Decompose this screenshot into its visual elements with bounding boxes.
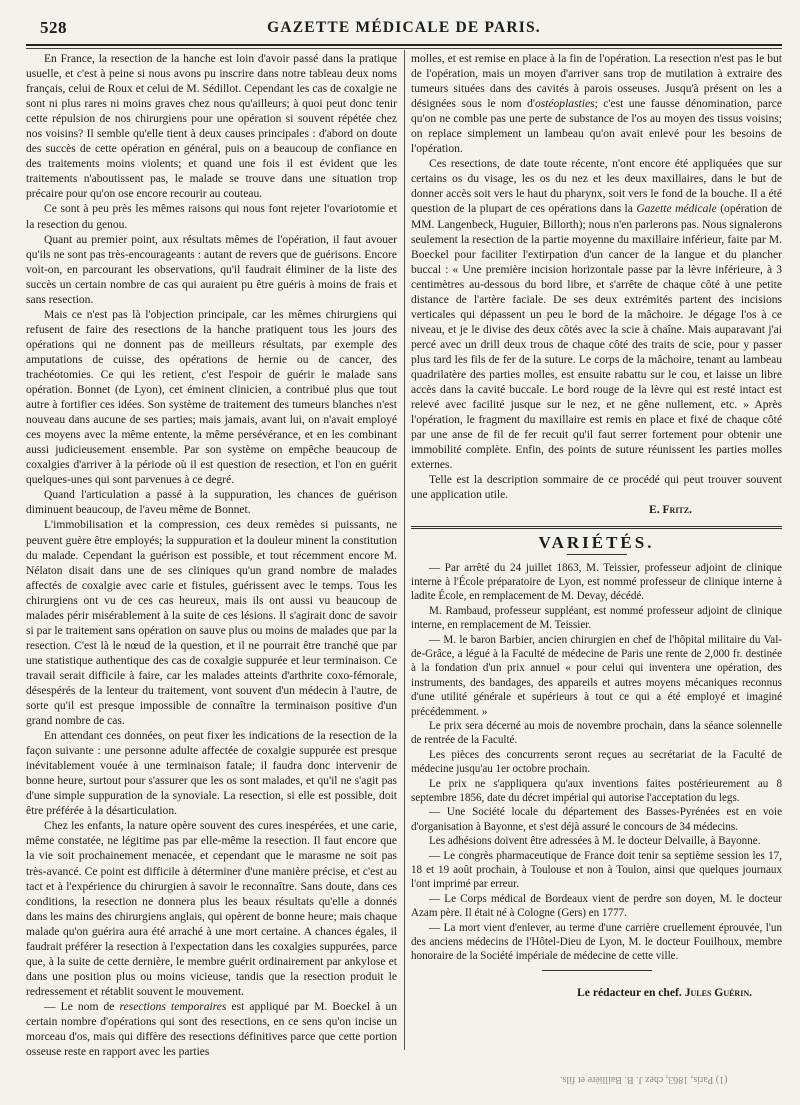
editor-label: Le rédacteur en chef.: [577, 985, 682, 999]
news-item: — Le Corps médical de Bordeaux vient de perdre son doyen, M. le docteur Azam père. Il était né à Cologne (Gers) en 1777.: [411, 892, 782, 920]
paragraph: L'immobilisation et la compression, ces deux remèdes si puissants, ne peuvent guère être employés; la suppuration et la douleur minent la constitution du malade. Cependant la guérison est possible, et tout récemment encore M. Nélaton disait dans une de ses cliniques qu'un grand nombre de malades affectés de coxalgie avec carie et fistules, guérissent avec le temps. Tous les chirurgiens ont vu de ces cas heureux, mais ils ont aussi vu beaucoup de malades périr misérablement à la suite de ces lésions. Il s'agirait donc de savoir si par le traitement sans opération on sauve plus ou moins de malades que par la resection. C'est là le nœud de la question, et il ne pourrait être tranché que par une statistique authentique des cas de coxalgie suppurée et leur terminaison. Ce travail serait difficile à faire, car les malades atteints d'arthrite coxo-fémorale, désespérés de la lenteur du traitement, vont souvent d'un médecin à l'autre, de sorte qu'il est presque impossible de connaître la terminaison positive d'un grand nombre de cas.: [26, 519, 397, 728]
text-run: (opération de MM. Langenbeck, Huguier, Billorth); nous n'en parlerons pas. Nous signalerons seulement la resection de la partie moyenne du maxillaire inférieur, faite par M. Boeckel pour faciliter l'extirpation d'un cancer de la langue et du plancher buccal : « Une première incision horizontale passe par la lèvre inférieure, à 3 centimètres au-dessous du bord libre, et s'arrête de chaque côté à une petite distance de l'artère faciale. De ses deux extrémités partent des incisions verticales qui dépassent un peu le bord de la mâchoire. Je dégage l'os à ce niveau, et je le divise des deux côtés avec la scie à chaîne. Mais auparavant j'ai percé avec un drill deux trous de chaque côté des traits de scie, pour y passer plus tard les fils de fer de la suture. Le corps de la mâchoire, tenant au lambeau quadrilatère des parties molles, est ensuite rabattu sur le cou, et laisse un libre accès dans la cavité buccale. Le bord rouge de la lèvre qui est resté intact est relevé avec facilité jusque sur le nez, et ne gêne nullement, etc. » Après l'opération, le fragment du maxillaire est remis en place et fixé de chaque côté par une anse de fil de fer recuit qu'il faut serrer fortement pour obtenir une immobilité complète. Enfin, des points de suture réunissent les parties molles externes.: [411, 203, 782, 472]
paragraph: En attendant ces données, on peut fixer les indications de la resection de la façon suivante : une personne adulte affectée de coxalgie suppurée est presque inévitablement vouée à une terminaison fatale; il faudra donc intervenir de bonne heure, surtout pour s'assurer que les os sont malades, et qu'il ne s'agit pas d'une simple suppuration de la synoviale. La resection, si elle est possible, doit être préférée à la désarticulation.: [26, 730, 397, 818]
paragraph: Ce sont à peu près les mêmes raisons qui nous font rejeter l'ovariotomie et la resection du genou.: [26, 203, 397, 231]
heading-rule: [567, 554, 627, 555]
right-column: [411, 52, 782, 1000]
closing-rule: [542, 970, 652, 971]
paragraph: Quand l'articulation a passé à la suppuration, les chances de guérison diminuent beaucoup, de l'aveu même de Bonnet.: [26, 489, 397, 517]
paragraph: [411, 157, 782, 473]
paragraph: Chez les enfants, la nature opère souvent des cures inespérées, et une carie, même constatée, ne légitime pas par elle-même la resection. Il faut encore que la vie soit prochainement menacée, et cependant que le marasme ne soit pas très-avancé. Ce point est difficile à déterminer d'une manière précise, et c'est au tact et à l'expérience du chirurgien à savoir le reconnaître. Sans doute, dans ces conditions, la resection ne donnera plus les beaux résultats qu'elle a donnés dans les mains des chirurgiens anglais, qui opèrent de bonne heure; mais chaque malade qu'on guérira aura été arraché à une mort certaine. A chances égales, il faudrait préférer la resection à l'expectation dans les coxalgies suppurées, parce que, à la suite de cette dernière, le membre guérit ordinairement par ankylose et dans une position plus ou moins vicieuse, tandis que la resection produit le redressement et rétablit souvent le mouvement.: [26, 820, 397, 998]
editor-name: Jules Guérin.: [684, 985, 752, 999]
news-item: — Une Société locale du département des Basses-Pyrénées est en voie d'organisation à Bayonne, et s'est déjà assuré le concours de 34 médecins.: [411, 806, 782, 833]
paragraph-resections-temporaires: [26, 1000, 397, 1060]
italic-term: ostéoplasties: [534, 98, 595, 111]
bleed-through-footer: (1) Paris, 1863, chez J. B. Baillière et fils.: [560, 1074, 728, 1085]
varietes-heading: VARIÉTÉS.: [538, 533, 655, 553]
paragraph: Mais ce n'est pas là l'objection principale, car les mêmes chirurgiens qui refusent de faire des resections de la hanche pratiquent tous les jours des opérations qui ne donnent pas de meilleurs résultats, par exemple des amputations de cuisse, des opérations de hernie ou de cancer, des trachéotomies. Ce qui les retient, c'est l'espoir de guérir le malade sans opération. Bonnet (de Lyon), cet éminent clinicien, a contribué plus que tout autre à fortifier ces idées. Son système de traitement des tumeurs blanches n'est nouveau dans aucune de ses parties; mais jamais, avant lui, on n'avait employé ces moyens avec la même entente, la même persévérance, et en les combinant aussi judicieusement ensemble. Par son système on empêche beaucoup de coxalgies d'arriver à la période où il est question de resection, et l'on en guérit quelques-unes qui sont parvenues à ce degré.: [26, 308, 397, 487]
paragraph: En France, la resection de la hanche est loin d'avoir passé dans la pratique usuelle, et c'est à peine si nous avons pu inscrire dans notre tableau deux noms français, celui de Roux et celui de M. Sédillot. Cependant les cas de coxalgie ne sont ni plus rares ni moins graves chez nous qu'ailleurs; à quoi peut donc tenir cette répulsion de nos chirurgiens pour une opération si souvent répétée chez nos voisins? Il semble qu'elle tient à deux causes principales : d'abord on doute des succès de cette opération en général, puis on a beaucoup de confiance en des traitements moins violents; et quand une fois il est évident que les traitements n'aboutissent pas, le malade se trouve dans une situation trop précaire pour qu'on ose encore recourir au couteau.: [26, 53, 397, 201]
news-item: — Par arrêté du 24 juillet 1863, M. Teissier, professeur adjoint de clinique interne à l'École préparatoire de Lyon, est nommé professeur de clinique interne à ladite École, en remplacement de M. Devay, décédé.: [411, 561, 782, 603]
news-item: M. Rambaud, professeur suppléant, est nommé professeur adjoint de clinique interne, en remplacement de M. Teissier.: [411, 604, 782, 632]
section-separator: [411, 526, 782, 529]
text-run: est appliqué par M. Boeckel à un certain nombre d'opérations qui sont des resections, en ce sens qu'on incise un morceau d'os, mais qui diffère des resections définitives parce que cette portion osseuse reste en rapport avec les parties: [26, 1000, 397, 1059]
news-item: Les pièces des concurrents seront reçues au secrétariat de la Faculté de médecine jusqu'au 1er octobre prochain.: [411, 748, 782, 776]
news-item: — La mort vient d'enlever, au terme d'une carrière cruellement éprouvée, l'un des anciens médecins de l'Hôtel-Dieu de Lyon, M. le docteur Fouilhoux, membre honoraire de la Société impériale de médecine de cette ville.: [411, 921, 782, 963]
news-item: Les adhésions doivent être adressées à M. le docteur Delvaille, à Bayonne.: [429, 835, 761, 848]
page-header: [26, 14, 782, 46]
varietes-section: [411, 561, 782, 964]
news-item: — Le congrès pharmaceutique de France doit tenir sa septième session les 17, 18 et 19 août prochain, à Toulouse et non à Toulon, ainsi que quelques journaux l'ont imprimé par erreur.: [411, 849, 782, 891]
text-run: ; c'est une fausse dénomination, parce qu'on ne comble pas une perte de substance de l'os au moyen des tissus voisins; on replace simplement un lambeau qu'on avait enlevé pour les besoins de l'opération.: [411, 98, 782, 156]
paragraph: Quant au premier point, aux résultats mêmes de l'opération, il faut avouer qu'ils ne sont pas très-encourageants : autant de revers que de guérisons. Encore voit-on, en parcourant les observations, qu'il faudrait éliminer de la liste des succès un certain nombre de cas qui auraient pu être guéris à moins de frais et sans resection.: [26, 233, 397, 306]
author-signature: E. Fritz.: [649, 504, 692, 517]
left-column: [26, 52, 397, 1060]
editor-signature: [411, 985, 782, 1000]
italic-term: resections temporaires: [119, 1000, 227, 1013]
italic-term: Gazette médicale: [636, 203, 717, 216]
column-divider: [404, 50, 405, 1050]
news-item: — M. le baron Barbier, ancien chirurgien en chef de l'hôpital militaire du Val-de-Grâce, a légué à la Faculté de médecine de Paris une rente de 2,000 fr. destinée à la fondation d'un prix annuel « pour celui qui inventera une opération, des instruments, des bandages, des appareils et autres moyens mécaniques reconnus d'une utilité générale et supérieurs à tout ce qui a été employé et imaginé précédemment. »: [411, 633, 782, 718]
header-rule: [26, 48, 782, 49]
news-item: Le prix sera décerné au mois de novembre prochain, dans la séance solennelle de rentrée de la Faculté.: [411, 719, 782, 747]
page-number: 528: [40, 18, 67, 37]
paragraph: Telle est la description sommaire de ce procédé qui peut trouver souvent une application utile.: [411, 474, 782, 502]
text-run: — Le nom de: [44, 1000, 120, 1013]
text-run: Ces resections, de date toute récente, n'ont encore été appliquées que sur certains os du visage, les os du nez et les deux maxillaires, dans le but de donner accès soit vers le haut du pharynx, soit vers le fond de la bouche. Il a été question de la plupart de ces opérations dans la: [411, 158, 782, 216]
text-run: molles, et est remise en place à la fin de l'opération. La resection n'est pas le but de l'opération, mais un moyen d'arriver sans trop de mutilation à extraire des tumeurs situées dans des cavités à parois osseuses. Jusqu'à présent on les a désignées sous le nom d': [411, 53, 782, 111]
paragraph-continued: [411, 52, 782, 157]
journal-title: GAZETTE MÉDICALE DE PARIS.: [267, 19, 541, 36]
news-item: Le prix ne s'appliquera qu'aux inventions faites postérieurement au 8 septembre 1856, date du décret impérial qui autorise l'acceptation du legs.: [411, 777, 782, 804]
